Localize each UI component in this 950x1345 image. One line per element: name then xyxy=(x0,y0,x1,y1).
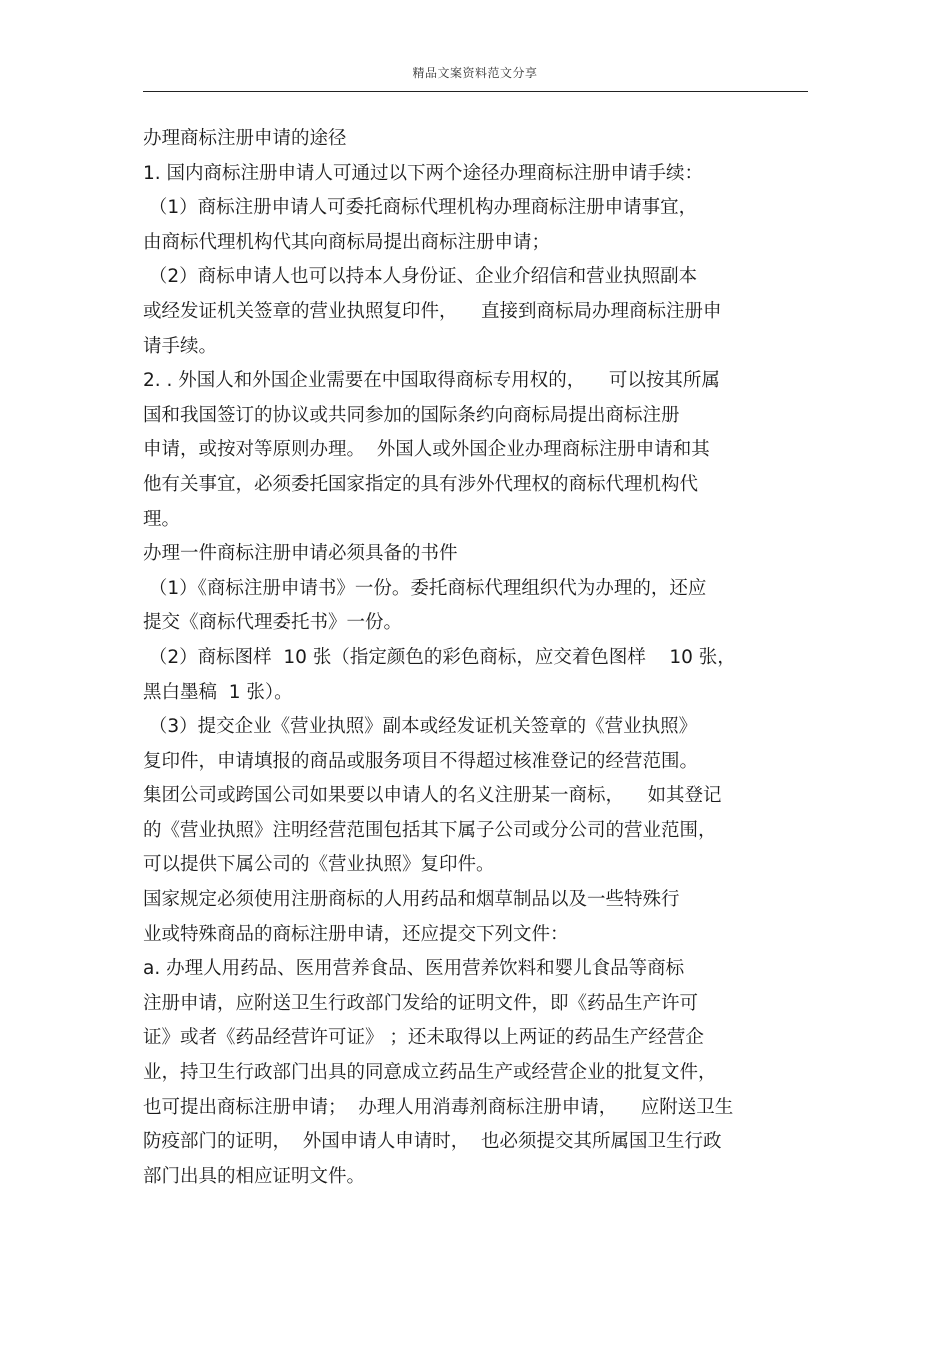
paragraph-line: a. 办理人用药品、医用营养食品、医用营养饮料和婴儿食品等商标 xyxy=(143,958,685,980)
paragraph-line: 理。 xyxy=(143,508,181,530)
paragraph-line: 部门出具的相应证明文件。 xyxy=(143,1165,366,1187)
paragraph-line: （2）商标申请人也可以持本人身份证、企业介绍信和营业执照副本 xyxy=(143,266,698,288)
header-divider xyxy=(143,91,808,92)
paragraph-line: 由商标代理机构代其向商标局提出商标注册申请； xyxy=(143,231,551,253)
paragraph-line: 2. . 外国人和外国企业需要在中国取得商标专用权的， 可以按其所属 xyxy=(143,370,720,392)
section-heading-required-documents: 办理一件商标注册申请必须具备的书件 xyxy=(143,543,458,565)
paragraph-line: 1. 国内商标注册申请人可通过以下两个途径办理商标注册申请手续： xyxy=(143,162,704,184)
paragraph-line: 的《营业执照》注明经营范围包括其下属子公司或分公司的营业范围， xyxy=(143,819,717,841)
paragraph-line: 注册申请，应附送卫生行政部门发给的证明文件，即《药品生产许可 xyxy=(143,992,699,1014)
page-header-title: 精品文案资料范文分享 xyxy=(412,66,538,80)
paragraph-line: 证》或者《药品经营许可证》 ；还未取得以上两证的药品生产经营企 xyxy=(143,1027,704,1049)
paragraph-line: 提交《商标代理委托书》一份。 xyxy=(143,612,403,634)
paragraph-line: 请手续。 xyxy=(143,335,218,357)
paragraph-line: （1）《商标注册申请书》一份。委托商标代理组织代为办理的，还应 xyxy=(143,577,707,599)
section-heading-application-routes: 办理商标注册申请的途径 xyxy=(143,128,347,149)
paragraph-line: （1）商标注册申请人可委托商标代理机构办理商标注册申请事宜， xyxy=(143,197,698,219)
paragraph-line: 或经发证机关签章的营业执照复印件， 直接到商标局办理商标注册申 xyxy=(143,300,722,322)
paragraph-line: 国家规定必须使用注册商标的人用药品和烟草制品以及一些特殊行 xyxy=(143,889,680,911)
paragraph-line: 复印件，申请填报的商品或服务项目不得超过核准登记的经营范围。 xyxy=(143,750,699,772)
paragraph-line: 业，持卫生行政部门出具的同意成立药品生产或经营企业的批复文件， xyxy=(143,1062,717,1084)
paragraph-line: （2）商标图样 10 张（指定颜色的彩色商标，应交着色图样 10 张， xyxy=(143,646,736,668)
paragraph-line: 申请，或按对等原则办理。 外国人或外国企业办理商标注册申请和其 xyxy=(143,439,710,461)
paragraph-line: 也可提出商标注册申请； 办理人用消毒剂商标注册申请， 应附送卫生 xyxy=(143,1096,734,1118)
paragraph-line: 防疫部门的证明， 外国申请人申请时， 也必须提交其所属国卫生行政 xyxy=(143,1131,722,1153)
paragraph-line: 国和我国签订的协议或共同参加的国际条约向商标局提出商标注册 xyxy=(143,404,680,426)
paragraph-line: 集团公司或跨国公司如果要以申请人的名义注册某一商标， 如其登记 xyxy=(143,785,722,807)
paragraph-line: 可以提供下属公司的《营业执照》复印件。 xyxy=(143,854,495,876)
document-body xyxy=(143,122,808,1194)
paragraph-line: 他有关事宜，必须委托国家指定的具有涉外代理权的商标代理机构代 xyxy=(143,473,699,495)
paragraph-line: 黑白墨稿 1 张）。 xyxy=(143,681,293,703)
paragraph-line: （3）提交企业《营业执照》副本或经发证机关签章的《营业执照》 xyxy=(143,716,698,738)
paragraph-line: 业或特殊商品的商标注册申请，还应提交下列文件： xyxy=(143,923,569,945)
